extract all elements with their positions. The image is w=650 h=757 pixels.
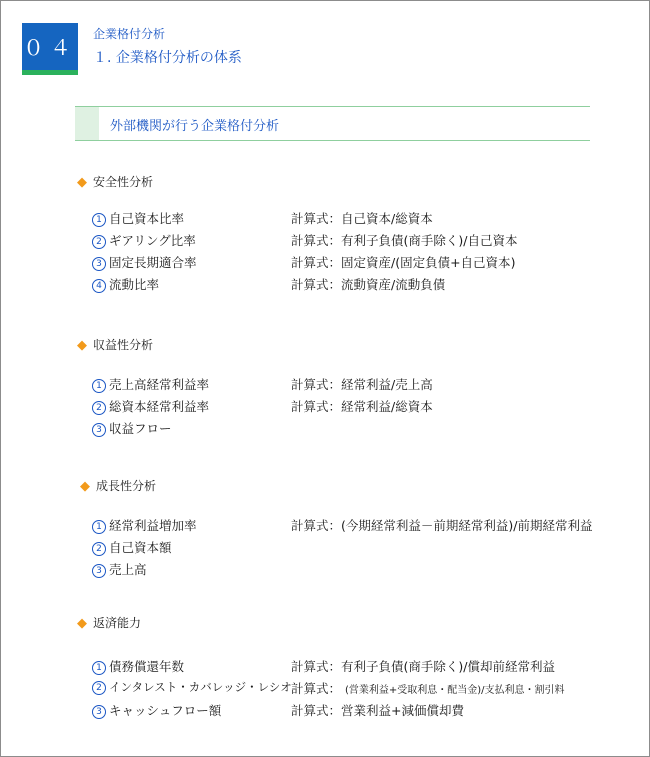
- header-category: 企業格付分析: [93, 27, 166, 41]
- item-name: 流動比率: [109, 277, 160, 292]
- item-name: インタレスト・カバレッジ・レシオ: [109, 680, 292, 694]
- item-name: 売上高: [109, 562, 147, 577]
- list-item: [92, 560, 147, 578]
- category-heading: [77, 614, 141, 631]
- list-item: [92, 516, 197, 534]
- diamond-bullet-icon: ◆: [80, 479, 90, 494]
- header-title: １. 企業格付分析の体系: [93, 50, 242, 66]
- list-item: [92, 679, 292, 695]
- item-name: 総資本経常利益率: [109, 399, 210, 414]
- item-formula: 計算式：固定資産/(固定負債+自己資本): [291, 255, 516, 270]
- section-title: 外部機関が行う企業格付分析: [110, 119, 280, 134]
- circled-number-icon: 2: [92, 542, 106, 556]
- circled-number-icon: 2: [92, 681, 106, 695]
- circled-number-icon: 1: [92, 661, 106, 675]
- category-title: 収益性分析: [93, 338, 154, 352]
- item-name: 経常利益増加率: [109, 518, 197, 533]
- formula-expression: (営業利益+受取利息・配当金)/支払利息・割引料: [345, 685, 565, 696]
- circled-number-icon: 3: [92, 423, 106, 437]
- list-item: [92, 397, 209, 415]
- circled-number-icon: 4: [92, 279, 106, 293]
- item-name: 自己資本比率: [109, 211, 185, 226]
- category-heading: [77, 173, 153, 190]
- item-formula: 計算式：有利子負債(商手除く)/償却前経常利益: [291, 659, 555, 674]
- item-formula: 計算式：自己資本/総資本: [291, 211, 433, 226]
- list-item: [92, 419, 172, 437]
- list-item: [92, 253, 197, 271]
- diamond-bullet-icon: ◆: [77, 338, 87, 353]
- section-marker: [75, 107, 99, 140]
- circled-number-icon: 1: [92, 213, 106, 227]
- chapter-number-underline: [22, 70, 78, 75]
- item-name: 売上高経常利益率: [109, 377, 210, 392]
- circled-number-icon: 1: [92, 379, 106, 393]
- circled-number-icon: 2: [92, 401, 106, 415]
- item-name: 債務償還年数: [109, 659, 185, 674]
- item-formula: 計算式：営業利益+減価償却費: [291, 703, 464, 718]
- circled-number-icon: 3: [92, 257, 106, 271]
- chapter-number: ０４: [22, 23, 78, 70]
- item-formula: 計算式：(今期経常利益－前期経常利益)/前期経常利益: [291, 518, 593, 533]
- item-formula: 計算式：経常利益/総資本: [291, 399, 433, 414]
- item-formula: 計算式：有利子負債(商手除く)/自己資本: [291, 233, 518, 248]
- category-title: 成長性分析: [96, 479, 157, 493]
- item-name: 収益フロー: [109, 421, 172, 436]
- circled-number-icon: 3: [92, 705, 106, 719]
- item-name: キャッシュフロー額: [109, 703, 222, 718]
- circled-number-icon: 1: [92, 520, 106, 534]
- item-name: ギアリング比率: [109, 233, 196, 248]
- list-item: [92, 231, 196, 249]
- list-item: [92, 538, 172, 556]
- item-name: 自己資本額: [109, 540, 172, 555]
- list-item: [92, 657, 184, 675]
- list-item: [92, 375, 209, 393]
- item-formula: 計算式：経常利益/売上高: [291, 377, 433, 392]
- item-name: 固定長期適合率: [109, 255, 197, 270]
- diamond-bullet-icon: ◆: [77, 616, 87, 631]
- category-title: 安全性分析: [93, 175, 154, 189]
- category-title: 返済能力: [93, 616, 142, 630]
- section-heading: [75, 106, 590, 141]
- item-formula: 計算式：流動資産/流動負債: [291, 277, 446, 292]
- category-heading: [77, 336, 153, 353]
- list-item: [92, 209, 184, 227]
- item-formula: [291, 679, 565, 697]
- circled-number-icon: 2: [92, 235, 106, 249]
- list-item: [92, 701, 221, 719]
- formula-prefix: 計算式：: [291, 681, 342, 696]
- list-item: [92, 275, 159, 293]
- diamond-bullet-icon: ◆: [77, 175, 87, 190]
- category-heading: [80, 477, 156, 494]
- circled-number-icon: 3: [92, 564, 106, 578]
